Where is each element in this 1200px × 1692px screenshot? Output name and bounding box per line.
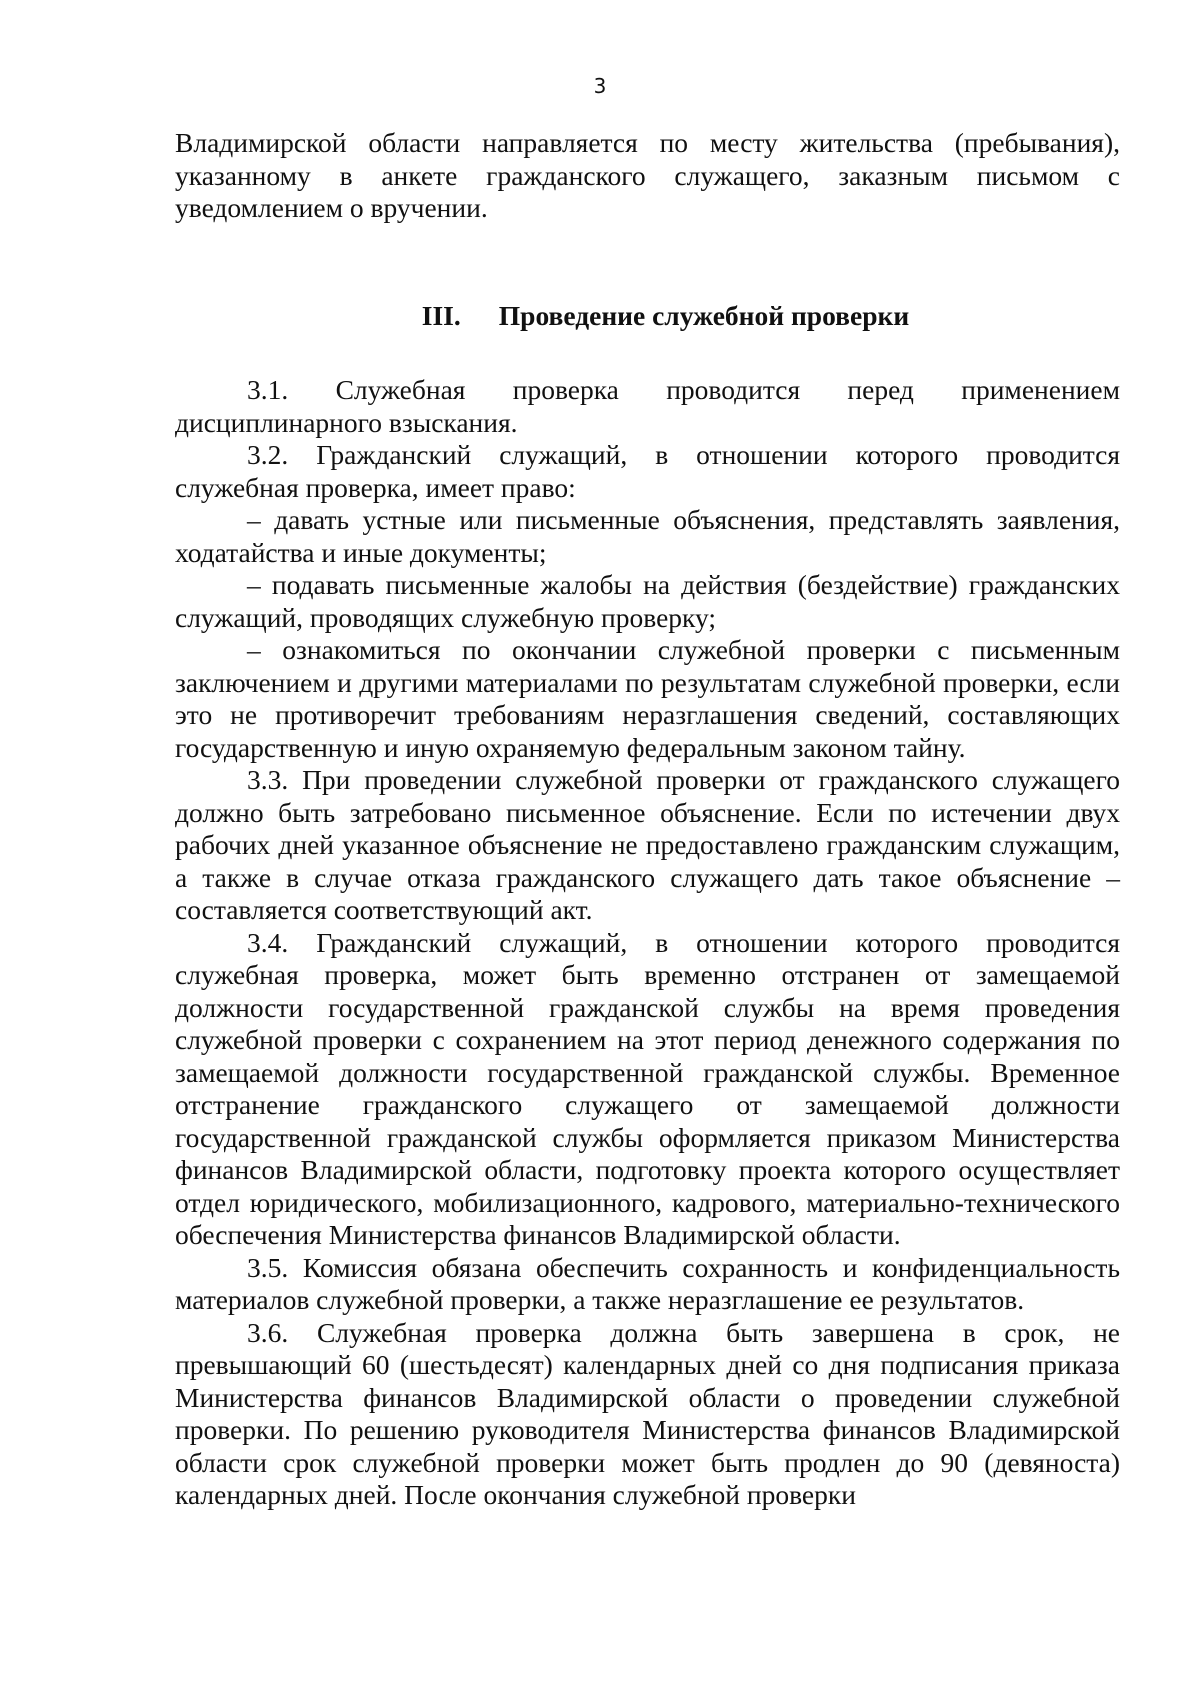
document-body [175,127,1120,1512]
paragraph-3-5: 3.5. Комиссия обязана обеспечить сохранность и конфиденциальность материалов служебной проверки, а также неразглашение ее результатов. [175,1251,1120,1315]
intro-paragraph: Владимирской области направляется по месту жительства (пребывания), указанному в анкете гражданского служащего, заказным письмом с уведомлением о вручении. [175,127,1120,223]
paragraph-3-1: 3.1. Служебная проверка проводится перед применением дисциплинарного взыскания. [175,374,1120,438]
section-title: Проведение служебной проверки [498,299,910,331]
page-number: 3 [593,74,607,98]
section-number: III. [421,299,461,331]
paragraph-3-3: 3.3. При проведении служебной проверки от гражданского служащего должно быть затребовано письменное объяснение. Если по истечении двух рабочих дней указанное объяснение не предоставлено гражданским служащим, а также в случае отказа гражданского служащего дать такое объяснение – составляется соответствующий акт. [175,764,1120,925]
list-item-right-explanations: – давать устные или письменные объяснения, представлять заявления, ходатайства и иные документы; [175,504,1120,568]
paragraph-3-6: 3.6. Служебная проверка должна быть завершена в срок, не превышающий 60 (шестьдесят) календарных дней со дня подписания приказа Министерства финансов Владимирской области о проведении служебной проверки. По решению руководителя Министерства финансов Владимирской области срок служебной проверки может быть продлен до 90 (девяноста) календарных дней. После окончания служебной проверки [175,1316,1120,1510]
list-item-right-complaints: – подавать письменные жалобы на действия (бездействие) гражданских служащий, проводящих служебную проверку; [175,569,1120,633]
section-heading [175,300,1120,333]
paragraph-3-4: 3.4. Гражданский служащий, в отношении которого проводится служебная проверка, может быть временно отстранен от замещаемой должности государственной гражданской службы на время проведения служебной проверки с сохранением на этот период денежного содержания по замещаемой должности государственной гражданской службы. Временное отстранение гражданского служащего от замещаемой должности государственной гражданской службы оформляется приказом Министерства финансов Владимирской области, подготовку проекта которого осуществляет отдел юридического, мобилизационного, кадрового, материально-технического обеспечения Министерства финансов Владимирской области. [175,926,1120,1250]
paragraph-3-2: 3.2. Гражданский служащий, в отношении которого проводится служебная проверка, имеет право: [175,439,1120,503]
list-item-right-review: – ознакомиться по окончании служебной проверки с письменным заключением и другими материалами по результатам служебной проверки, если это не противоречит требованиям неразглашения сведений, составляющих государственную и иную охраняемую федеральным законом тайну. [175,634,1120,763]
